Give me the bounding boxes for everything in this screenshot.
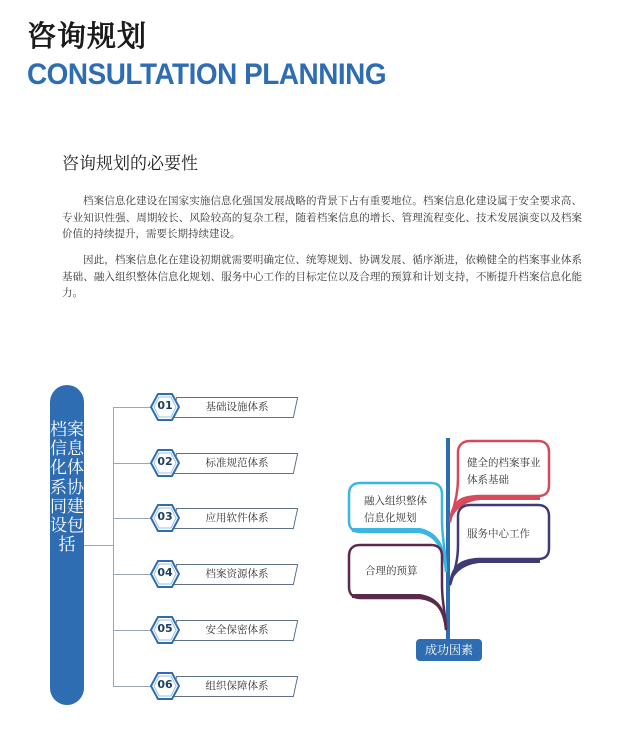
paragraph-2: 因此，档案信息化在建设初期就需要明确定位、统筹规划、协调发展、循序渐进，依赖健全的档案事业体系基础、融入组织整体信息化规划、服务中心工作的目标定位以及合理的预算和计划支持，不断提升档案信息化能力。 (62, 254, 582, 299)
factor-red-line1: 健全的档案事业 (467, 457, 541, 469)
paragraph-1: 档案信息化建设在国家实施信息化强国发展战略的背景下占有重要地位。档案信息化建设属于安全要求高、专业知识性强、周期较长、风险较高的复杂工程，随着档案信息的增长、管理流程变化、技术发展演变以及档案价值的持续提升，需要长期持续建设。 (62, 195, 582, 240)
section-title: 咨询规划的必要性 (62, 154, 198, 174)
item-label: 基础设施体系 (205, 401, 269, 413)
branch-purple-stem (352, 594, 446, 633)
branch-navy-stem (450, 559, 540, 588)
factor-cyan-line2: 信息化规划 (364, 512, 417, 524)
tree-trunk (446, 438, 450, 642)
success-factors-label: 成功因素 (416, 639, 482, 661)
factor-cyan (364, 493, 444, 527)
factor-purple (365, 563, 445, 580)
item-label: 应用软件体系 (205, 512, 269, 524)
item-number: 01 (157, 399, 173, 412)
branch-purple (349, 545, 446, 630)
system-label: 档案信息化体系协同建设包括 (50, 420, 84, 556)
item-label: 标准规范体系 (205, 457, 269, 469)
item-number: 03 (157, 510, 173, 523)
factor-navy (467, 526, 547, 543)
branch-navy (450, 505, 549, 585)
factor-purple-line1: 合理的预算 (365, 565, 418, 577)
page-title-en: CONSULTATION PLANNING (27, 58, 387, 91)
item-number: 06 (157, 678, 173, 691)
item-label: 组织保障体系 (205, 680, 269, 692)
factor-red (467, 455, 549, 489)
factor-red-line2: 体系基础 (467, 474, 509, 486)
factor-navy-line1: 服务中心工作 (467, 528, 530, 540)
item-label: 档案资源体系 (205, 568, 269, 580)
item-number: 02 (157, 455, 173, 468)
item-number: 04 (157, 566, 173, 579)
page-title-cn: 咨询规划 (27, 19, 148, 53)
item-number: 05 (157, 622, 173, 635)
factor-cyan-line1: 融入组织整体 (364, 495, 427, 507)
item-label: 安全保密体系 (205, 624, 269, 636)
